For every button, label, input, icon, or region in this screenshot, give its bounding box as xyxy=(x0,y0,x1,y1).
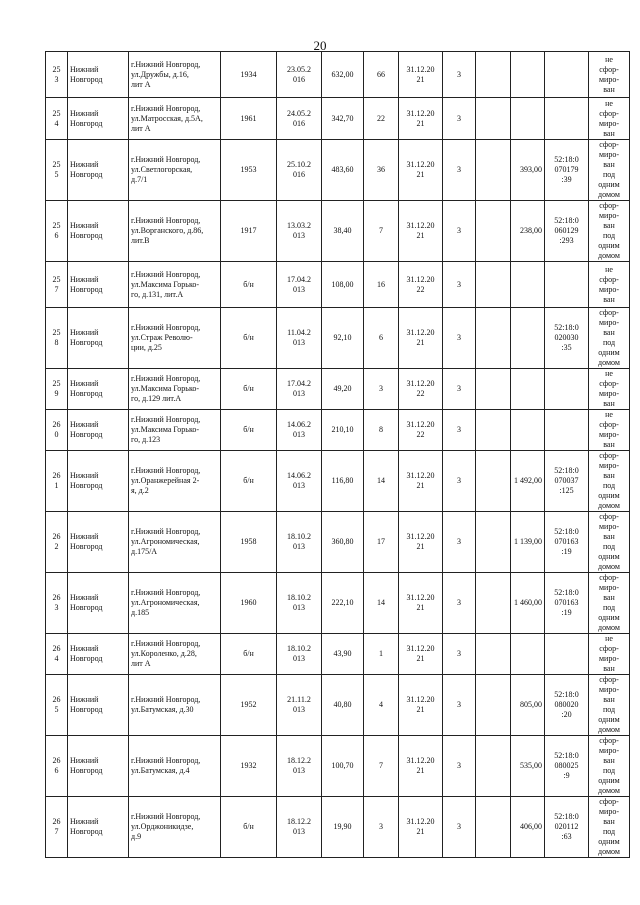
land-status-cell: сфор- миро- ван под одним домом xyxy=(589,675,630,736)
year-cell: 1960 xyxy=(221,573,277,634)
city-cell: Нижний Новгород xyxy=(68,52,129,98)
category-cell: 3 xyxy=(443,736,476,797)
empty-cell xyxy=(476,797,511,858)
city-cell: Нижний Новгород xyxy=(68,140,129,201)
category-cell: 3 xyxy=(443,262,476,308)
cadastral-number-cell: 52:18:0 070179 :39 xyxy=(545,140,589,201)
deadline-cell: 31.12.20 21 xyxy=(399,797,443,858)
area-cell: 40,80 xyxy=(322,675,364,736)
category-cell: 3 xyxy=(443,52,476,98)
deadline-cell: 31.12.20 22 xyxy=(399,262,443,308)
city-cell: Нижний Новгород xyxy=(68,797,129,858)
area-cell: 49,20 xyxy=(322,369,364,410)
date-cell: 18.10.2 013 xyxy=(277,634,322,675)
land-status-cell: сфор- миро- ван под одним домом xyxy=(589,512,630,573)
year-cell: 1934 xyxy=(221,52,277,98)
area-cell: 43,90 xyxy=(322,634,364,675)
land-area-cell xyxy=(511,410,545,451)
cadastral-number-cell: 52:18:0 020030 :35 xyxy=(545,308,589,369)
city-cell: Нижний Новгород xyxy=(68,451,129,512)
empty-cell xyxy=(476,736,511,797)
date-cell: 17.04.2 013 xyxy=(277,369,322,410)
land-status-cell: не сфор- миро- ван xyxy=(589,52,630,98)
cadastral-number-cell: 52:18:0 060129 :293 xyxy=(545,201,589,262)
empty-cell xyxy=(476,634,511,675)
cadastral-number-cell xyxy=(545,410,589,451)
cadastral-number-cell: 52:18:0 070163 :19 xyxy=(545,573,589,634)
area-cell: 92,10 xyxy=(322,308,364,369)
area-cell: 108,00 xyxy=(322,262,364,308)
city-cell: Нижний Новгород xyxy=(68,98,129,140)
address-cell: г.Нижний Новгород, ул.Агрономическая, д.185 xyxy=(129,573,221,634)
land-status-cell: сфор- миро- ван под одним домом xyxy=(589,201,630,262)
row-number-cell: 25 7 xyxy=(46,262,68,308)
land-area-cell xyxy=(511,98,545,140)
date-cell: 14.06.2 013 xyxy=(277,451,322,512)
row-number-cell: 25 3 xyxy=(46,52,68,98)
city-cell: Нижний Новгород xyxy=(68,573,129,634)
land-status-cell: не сфор- миро- ван xyxy=(589,369,630,410)
address-cell: г.Нижний Новгород, ул.Орджоникидзе, д.9 xyxy=(129,797,221,858)
land-status-cell: сфор- миро- ван под одним домом xyxy=(589,308,630,369)
residents-cell: 7 xyxy=(364,201,399,262)
cadastral-number-cell: 52:18:0 020112 :63 xyxy=(545,797,589,858)
address-cell: г.Нижний Новгород, ул.Матросская, д.5А, лит А xyxy=(129,98,221,140)
table-row xyxy=(46,369,630,410)
deadline-cell: 31.12.20 21 xyxy=(399,512,443,573)
year-cell: 1952 xyxy=(221,675,277,736)
year-cell: 1958 xyxy=(221,512,277,573)
city-cell: Нижний Новгород xyxy=(68,675,129,736)
land-status-cell: не сфор- миро- ван xyxy=(589,262,630,308)
land-status-cell: не сфор- миро- ван xyxy=(589,634,630,675)
address-cell: г.Нижний Новгород, ул.Максима Горько- го, д.123 xyxy=(129,410,221,451)
table-row xyxy=(46,201,630,262)
empty-cell xyxy=(476,675,511,736)
residents-cell: 3 xyxy=(364,797,399,858)
city-cell: Нижний Новгород xyxy=(68,512,129,573)
date-cell: 13.03.2 013 xyxy=(277,201,322,262)
land-status-cell: сфор- миро- ван под одним домом xyxy=(589,736,630,797)
land-area-cell: 1 492,00 xyxy=(511,451,545,512)
year-cell: 1932 xyxy=(221,736,277,797)
category-cell: 3 xyxy=(443,369,476,410)
category-cell: 3 xyxy=(443,201,476,262)
cadastral-number-cell: 52:18:0 080020 :20 xyxy=(545,675,589,736)
area-cell: 342,70 xyxy=(322,98,364,140)
empty-cell xyxy=(476,140,511,201)
area-cell: 100,70 xyxy=(322,736,364,797)
residents-cell: 66 xyxy=(364,52,399,98)
table-row xyxy=(46,52,630,98)
table-body xyxy=(46,52,630,858)
page-number: 20 xyxy=(313,38,327,53)
cadastral-number-cell xyxy=(545,52,589,98)
year-cell: б/н xyxy=(221,369,277,410)
city-cell: Нижний Новгород xyxy=(68,201,129,262)
date-cell: 25.10.2 016 xyxy=(277,140,322,201)
row-number-cell: 26 2 xyxy=(46,512,68,573)
table-row xyxy=(46,736,630,797)
cadastral-number-cell xyxy=(545,98,589,140)
empty-cell xyxy=(476,201,511,262)
row-number-cell: 26 4 xyxy=(46,634,68,675)
deadline-cell: 31.12.20 21 xyxy=(399,573,443,634)
deadline-cell: 31.12.20 21 xyxy=(399,140,443,201)
address-cell: г.Нижний Новгород, ул.Максима Горько- го, д.131, лит.А xyxy=(129,262,221,308)
row-number-cell: 25 8 xyxy=(46,308,68,369)
land-area-cell: 1 460,00 xyxy=(511,573,545,634)
empty-cell xyxy=(476,451,511,512)
empty-cell xyxy=(476,512,511,573)
residents-cell: 16 xyxy=(364,262,399,308)
empty-cell xyxy=(476,52,511,98)
category-cell: 3 xyxy=(443,634,476,675)
land-area-cell: 393,00 xyxy=(511,140,545,201)
row-number-cell: 26 6 xyxy=(46,736,68,797)
area-cell: 38,40 xyxy=(322,201,364,262)
category-cell: 3 xyxy=(443,512,476,573)
table-row xyxy=(46,262,630,308)
table-row xyxy=(46,675,630,736)
table-row xyxy=(46,512,630,573)
area-cell: 360,80 xyxy=(322,512,364,573)
address-cell: г.Нижний Новгород, ул.Страж Револю- ции, д.25 xyxy=(129,308,221,369)
address-cell: г.Нижний Новгород, ул.Дружбы, д.16, лит А xyxy=(129,52,221,98)
land-area-cell: 535,00 xyxy=(511,736,545,797)
deadline-cell: 31.12.20 21 xyxy=(399,201,443,262)
address-cell: г.Нижний Новгород, ул.Агрономическая, д.175/А xyxy=(129,512,221,573)
empty-cell xyxy=(476,98,511,140)
residents-cell: 7 xyxy=(364,736,399,797)
city-cell: Нижний Новгород xyxy=(68,410,129,451)
category-cell: 3 xyxy=(443,573,476,634)
residents-cell: 6 xyxy=(364,308,399,369)
area-cell: 210,10 xyxy=(322,410,364,451)
residents-cell: 3 xyxy=(364,369,399,410)
date-cell: 14.06.2 013 xyxy=(277,410,322,451)
land-area-cell xyxy=(511,262,545,308)
cadastral-number-cell: 52:18:0 070163 :19 xyxy=(545,512,589,573)
deadline-cell: 31.12.20 22 xyxy=(399,369,443,410)
deadline-cell: 31.12.20 21 xyxy=(399,52,443,98)
table-row xyxy=(46,308,630,369)
address-cell: г.Нижний Новгород, ул.Оранжерейная 2- я, д.2 xyxy=(129,451,221,512)
land-area-cell xyxy=(511,634,545,675)
address-cell: г.Нижний Новгород, ул.Ворганского, д.86, лит.В xyxy=(129,201,221,262)
date-cell: 17.04.2 013 xyxy=(277,262,322,308)
year-cell: б/н xyxy=(221,410,277,451)
table-row xyxy=(46,797,630,858)
category-cell: 3 xyxy=(443,451,476,512)
table-row xyxy=(46,140,630,201)
land-status-cell: сфор- миро- ван под одним домом xyxy=(589,797,630,858)
year-cell: 1953 xyxy=(221,140,277,201)
table-row xyxy=(46,98,630,140)
address-cell: г.Нижний Новгород, ул.Короленко, д.28, лит А xyxy=(129,634,221,675)
residents-cell: 17 xyxy=(364,512,399,573)
empty-cell xyxy=(476,410,511,451)
residents-cell: 4 xyxy=(364,675,399,736)
year-cell: б/н xyxy=(221,308,277,369)
row-number-cell: 25 6 xyxy=(46,201,68,262)
residents-cell: 14 xyxy=(364,451,399,512)
date-cell: 11.04.2 013 xyxy=(277,308,322,369)
housing-registry-table xyxy=(45,51,630,858)
row-number-cell: 26 7 xyxy=(46,797,68,858)
category-cell: 3 xyxy=(443,675,476,736)
row-number-cell: 25 5 xyxy=(46,140,68,201)
city-cell: Нижний Новгород xyxy=(68,262,129,308)
city-cell: Нижний Новгород xyxy=(68,369,129,410)
row-number-cell: 26 0 xyxy=(46,410,68,451)
category-cell: 3 xyxy=(443,797,476,858)
category-cell: 3 xyxy=(443,410,476,451)
year-cell: б/н xyxy=(221,451,277,512)
cadastral-number-cell xyxy=(545,634,589,675)
land-area-cell xyxy=(511,308,545,369)
category-cell: 3 xyxy=(443,98,476,140)
category-cell: 3 xyxy=(443,308,476,369)
area-cell: 116,80 xyxy=(322,451,364,512)
address-cell: г.Нижний Новгород, ул.Максима Горько- го, д.129 лит.А xyxy=(129,369,221,410)
land-area-cell xyxy=(511,52,545,98)
land-area-cell xyxy=(511,369,545,410)
area-cell: 19,90 xyxy=(322,797,364,858)
row-number-cell: 25 9 xyxy=(46,369,68,410)
date-cell: 21.11.2 013 xyxy=(277,675,322,736)
land-area-cell: 805,00 xyxy=(511,675,545,736)
address-cell: г.Нижний Новгород, ул.Батумская, д.4 xyxy=(129,736,221,797)
land-area-cell: 238,00 xyxy=(511,201,545,262)
row-number-cell: 26 5 xyxy=(46,675,68,736)
empty-cell xyxy=(476,262,511,308)
area-cell: 483,60 xyxy=(322,140,364,201)
residents-cell: 1 xyxy=(364,634,399,675)
land-area-cell: 406,00 xyxy=(511,797,545,858)
empty-cell xyxy=(476,308,511,369)
residents-cell: 36 xyxy=(364,140,399,201)
area-cell: 222,10 xyxy=(322,573,364,634)
deadline-cell: 31.12.20 22 xyxy=(399,410,443,451)
empty-cell xyxy=(476,573,511,634)
year-cell: б/н xyxy=(221,797,277,858)
table-row xyxy=(46,451,630,512)
city-cell: Нижний Новгород xyxy=(68,308,129,369)
residents-cell: 22 xyxy=(364,98,399,140)
date-cell: 18.12.2 013 xyxy=(277,797,322,858)
land-status-cell: сфор- миро- ван под одним домом xyxy=(589,573,630,634)
cadastral-number-cell: 52:18:0 070037 :125 xyxy=(545,451,589,512)
table-row xyxy=(46,634,630,675)
deadline-cell: 31.12.20 21 xyxy=(399,634,443,675)
residents-cell: 8 xyxy=(364,410,399,451)
deadline-cell: 31.12.20 21 xyxy=(399,308,443,369)
year-cell: б/н xyxy=(221,634,277,675)
row-number-cell: 25 4 xyxy=(46,98,68,140)
year-cell: 1917 xyxy=(221,201,277,262)
empty-cell xyxy=(476,369,511,410)
land-status-cell: сфор- миро- ван под одним домом xyxy=(589,451,630,512)
cadastral-number-cell xyxy=(545,369,589,410)
cadastral-number-cell: 52:18:0 080025 :9 xyxy=(545,736,589,797)
deadline-cell: 31.12.20 21 xyxy=(399,451,443,512)
table-row xyxy=(46,410,630,451)
table-row xyxy=(46,573,630,634)
date-cell: 18.10.2 013 xyxy=(277,573,322,634)
deadline-cell: 31.12.20 21 xyxy=(399,736,443,797)
city-cell: Нижний Новгород xyxy=(68,736,129,797)
area-cell: 632,00 xyxy=(322,52,364,98)
date-cell: 23.05.2 016 xyxy=(277,52,322,98)
land-area-cell: 1 139,00 xyxy=(511,512,545,573)
category-cell: 3 xyxy=(443,140,476,201)
date-cell: 18.10.2 013 xyxy=(277,512,322,573)
year-cell: б/н xyxy=(221,262,277,308)
land-status-cell: не сфор- миро- ван xyxy=(589,98,630,140)
deadline-cell: 31.12.20 21 xyxy=(399,98,443,140)
address-cell: г.Нижний Новгород, ул.Батумская, д.30 xyxy=(129,675,221,736)
cadastral-number-cell xyxy=(545,262,589,308)
address-cell: г.Нижний Новгород, ул.Светлогорская, д.7/1 xyxy=(129,140,221,201)
land-status-cell: не сфор- миро- ван xyxy=(589,410,630,451)
row-number-cell: 26 3 xyxy=(46,573,68,634)
residents-cell: 14 xyxy=(364,573,399,634)
row-number-cell: 26 1 xyxy=(46,451,68,512)
date-cell: 24.05.2 016 xyxy=(277,98,322,140)
land-status-cell: сфор- миро- ван под одним домом xyxy=(589,140,630,201)
deadline-cell: 31.12.20 21 xyxy=(399,675,443,736)
year-cell: 1961 xyxy=(221,98,277,140)
date-cell: 18.12.2 013 xyxy=(277,736,322,797)
city-cell: Нижний Новгород xyxy=(68,634,129,675)
